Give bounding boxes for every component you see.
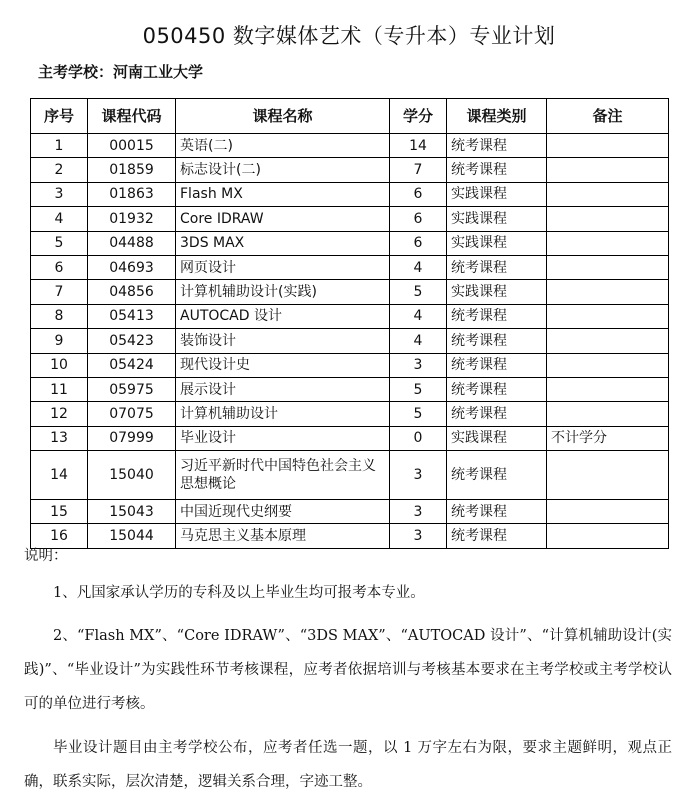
cell-course-code: 01863: [88, 182, 176, 206]
cell-index: 7: [31, 280, 88, 304]
cell-index: 6: [31, 255, 88, 279]
cell-course-type: 统考课程: [447, 500, 547, 524]
cell-course-code: 04693: [88, 255, 176, 279]
cell-remarks: [547, 329, 669, 353]
cell-index: 14: [31, 451, 88, 500]
cell-remarks: [547, 158, 669, 182]
cell-course-code: 15043: [88, 500, 176, 524]
cell-course-type: 统考课程: [447, 402, 547, 426]
notes-section: [24, 546, 672, 809]
table-row: [31, 255, 669, 279]
cell-credits: 4: [390, 329, 447, 353]
cell-index: 12: [31, 402, 88, 426]
table-row: [31, 524, 669, 548]
header-index: 序号: [31, 99, 88, 134]
cell-course-name: 毕业设计: [176, 426, 390, 450]
cell-remarks: [547, 500, 669, 524]
cell-course-code: 05413: [88, 304, 176, 328]
table-row: [31, 280, 669, 304]
cell-course-name: 3DS MAX: [176, 231, 390, 255]
cell-course-name: 装饰设计: [176, 329, 390, 353]
cell-credits: 3: [390, 353, 447, 377]
note-item-1: 1、凡国家承认学历的专科及以上毕业生均可报考本专业。: [53, 585, 425, 601]
table-row: [31, 353, 669, 377]
cell-index: 16: [31, 524, 88, 548]
table-row: [31, 500, 669, 524]
cell-course-code: 15044: [88, 524, 176, 548]
cell-course-type: 统考课程: [447, 524, 547, 548]
cell-index: 13: [31, 426, 88, 450]
course-plan-table: [30, 98, 669, 549]
note-item-2: 2、“Flash MX”、“Core IDRAW”、“3DS MAX”、“AUTOCAD 设计”、“计算机辅助设计(实践)”、“毕业设计”为实践性环节考核课程，应考者依据培训与考核基本要求在主考学校或主考学校认可的单位进行考核。: [24, 628, 672, 712]
cell-remarks: [547, 402, 669, 426]
cell-course-name: 习近平新时代中国特色社会主义思想概论: [176, 451, 390, 500]
header-credits: 学分: [390, 99, 447, 134]
table-row: [31, 451, 669, 500]
header-course-code: 课程代码: [88, 99, 176, 134]
cell-index: 9: [31, 329, 88, 353]
cell-course-code: 01859: [88, 158, 176, 182]
cell-index: 15: [31, 500, 88, 524]
cell-course-type: 统考课程: [447, 377, 547, 401]
cell-course-code: 07999: [88, 426, 176, 450]
cell-remarks: 不计学分: [547, 426, 669, 450]
cell-credits: 3: [390, 451, 447, 500]
cell-index: 1: [31, 134, 88, 158]
cell-remarks: [547, 304, 669, 328]
cell-remarks: [547, 377, 669, 401]
cell-credits: 7: [390, 158, 447, 182]
cell-credits: 3: [390, 524, 447, 548]
cell-course-name: 英语(二): [176, 134, 390, 158]
cell-remarks: [547, 231, 669, 255]
header-remarks: 备注: [547, 99, 669, 134]
cell-course-code: 01932: [88, 207, 176, 231]
cell-credits: 6: [390, 231, 447, 255]
cell-course-code: 15040: [88, 451, 176, 500]
cell-credits: 4: [390, 304, 447, 328]
table-row: [31, 134, 669, 158]
cell-credits: 14: [390, 134, 447, 158]
cell-course-name: Core IDRAW: [176, 207, 390, 231]
cell-course-code: 04856: [88, 280, 176, 304]
cell-course-name: 中国近现代史纲要: [176, 500, 390, 524]
cell-credits: 6: [390, 182, 447, 206]
header-course-type: 课程类别: [447, 99, 547, 134]
cell-course-code: 00015: [88, 134, 176, 158]
cell-course-type: 统考课程: [447, 255, 547, 279]
cell-course-type: 统考课程: [447, 329, 547, 353]
cell-course-code: 05423: [88, 329, 176, 353]
cell-course-name: 计算机辅助设计(实践): [176, 280, 390, 304]
table-row: [31, 377, 669, 401]
cell-index: 4: [31, 207, 88, 231]
cell-course-name: 现代设计史: [176, 353, 390, 377]
cell-credits: 5: [390, 280, 447, 304]
note-item-3: 毕业设计题目由主考学校公布，应考者任选一题，以 1 万字左右为限，要求主题鲜明，观点正确，联系实际，层次清楚，逻辑关系合理，字迹工整。: [24, 740, 672, 790]
cell-course-type: 实践课程: [447, 426, 547, 450]
cell-remarks: [547, 134, 669, 158]
table-row: [31, 207, 669, 231]
cell-remarks: [547, 524, 669, 548]
cell-credits: 5: [390, 402, 447, 426]
table-row: [31, 158, 669, 182]
cell-index: 11: [31, 377, 88, 401]
table-row: [31, 182, 669, 206]
cell-course-name: 马克思主义基本原理: [176, 524, 390, 548]
cell-course-name: AUTOCAD 设计: [176, 304, 390, 328]
cell-remarks: [547, 280, 669, 304]
table-header-row: [31, 99, 669, 134]
host-school: 主考学校：河南工业大学: [38, 63, 204, 81]
cell-index: 2: [31, 158, 88, 182]
cell-course-code: 04488: [88, 231, 176, 255]
cell-course-code: 05424: [88, 353, 176, 377]
table-row: [31, 304, 669, 328]
page-title: 050450 数字媒体艺术（专升本）专业计划: [142, 24, 556, 48]
cell-remarks: [547, 451, 669, 500]
cell-course-type: 实践课程: [447, 280, 547, 304]
cell-remarks: [547, 255, 669, 279]
cell-course-code: 05975: [88, 377, 176, 401]
notes-label: 说明：: [24, 548, 68, 564]
cell-remarks: [547, 207, 669, 231]
table-row: [31, 329, 669, 353]
cell-course-type: 统考课程: [447, 451, 547, 500]
cell-credits: 0: [390, 426, 447, 450]
cell-index: 8: [31, 304, 88, 328]
cell-course-type: 统考课程: [447, 134, 547, 158]
cell-course-type: 统考课程: [447, 353, 547, 377]
table-row: [31, 402, 669, 426]
cell-course-name: 标志设计(二): [176, 158, 390, 182]
table-body: [31, 134, 669, 549]
cell-course-type: 实践课程: [447, 182, 547, 206]
cell-course-type: 实践课程: [447, 231, 547, 255]
cell-course-type: 实践课程: [447, 207, 547, 231]
cell-course-name: Flash MX: [176, 182, 390, 206]
cell-credits: 6: [390, 207, 447, 231]
cell-course-name: 展示设计: [176, 377, 390, 401]
cell-credits: 4: [390, 255, 447, 279]
cell-course-code: 07075: [88, 402, 176, 426]
cell-index: 5: [31, 231, 88, 255]
table-row: [31, 231, 669, 255]
cell-course-name: 网页设计: [176, 255, 390, 279]
table-row: [31, 426, 669, 450]
cell-course-type: 统考课程: [447, 304, 547, 328]
cell-credits: 5: [390, 377, 447, 401]
cell-index: 3: [31, 182, 88, 206]
header-course-name: 课程名称: [176, 99, 390, 134]
cell-course-type: 统考课程: [447, 158, 547, 182]
cell-index: 10: [31, 353, 88, 377]
cell-course-name: 计算机辅助设计: [176, 402, 390, 426]
cell-credits: 3: [390, 500, 447, 524]
cell-remarks: [547, 182, 669, 206]
cell-remarks: [547, 353, 669, 377]
